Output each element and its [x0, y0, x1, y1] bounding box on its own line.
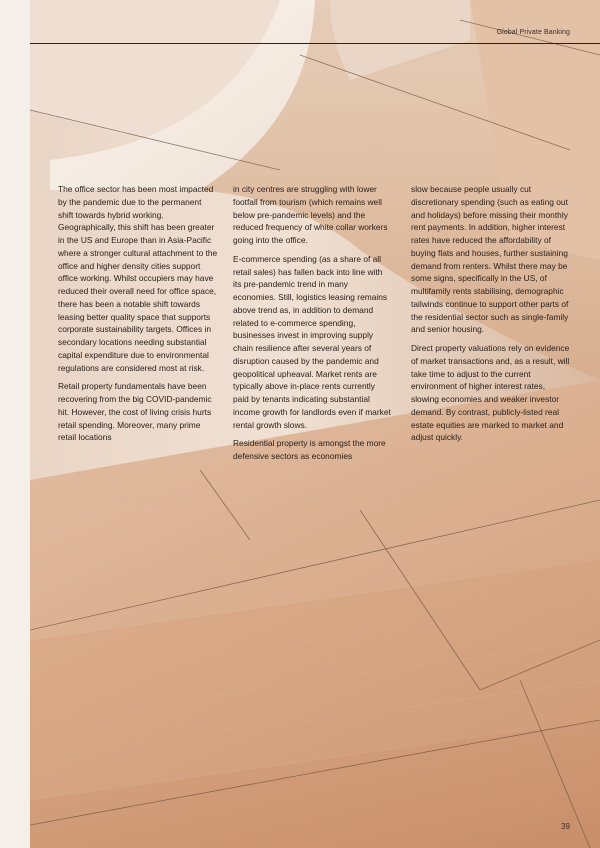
paragraph-city-centres: in city centres are struggling with lower footfall from tourism (which remains well below pre-pandemic levels) and the reduced frequency of white collar workers going into the office.	[233, 184, 388, 245]
paragraph-valuations: Direct property valuations rely on evidence of market transactions and, as a result, will take time to adjust to the current environment of higher interest rates, slowing economies and weaker investor demand. By contrast, publicly-listed real estate equities are marked to market and adjust quickly.	[411, 343, 570, 443]
page-number: 39	[561, 822, 570, 831]
header-title: Global Private Banking	[496, 29, 570, 36]
paragraph-rent-payments: slow because people usually cut discretionary spending (such as eating out and holidays) before missing their monthly rent payments. In addition, higher interest rates have reduced the affordability of buying flats and houses, further sustaining demand from renters. Whilst there may be some signs, specifically in the US, of multifamily rents stabilising, demographic tailwinds continue to support other parts of the residential sector such as single-family and senior housing.	[411, 184, 569, 335]
paragraph-office-sector: The office sector has been most impacted by the pandemic due to the permanent shift towards hybrid working. Geographically, this shift has been greater in the US and Europe than in Asia-Pacific where a stronger cultural attachment to the office and higher density cities support office working. Whilst occupiers may have reduced their overall need for office space, there has been a notable shift towards leasing better quality space that supports corporate sustainability targets. Offices in secondary locations needing substantial capital expenditure due to environmental regulations are considered most at risk.	[58, 184, 218, 373]
page-margin	[0, 0, 30, 848]
header-divider	[30, 43, 600, 44]
paragraph-residential: Residential property is amongst the more defensive sectors as economies	[233, 438, 386, 461]
paragraph-e-commerce: E-commerce spending (as a share of all retail sales) has fallen back into line with its pre-pandemic trend in many economies. Still, logistics leasing remains above trend as, in addition to demand related to e-commerce spending, businesses invest in improving supply chain resilience after several years of disruption caused by the pandemic and geopolitical upheaval. Market rents are typically above in-place rents currently paid by tenants indicating substantial income growth for landlords even if market rental growth slows.	[233, 253, 391, 430]
text-column-3	[411, 183, 571, 450]
text-column-1	[58, 183, 218, 450]
paragraph-retail-property: Retail property fundamentals have been recovering from the big COVID-pandemic hit. However, the cost of living crisis hurts retail spending. Moreover, many prime retail locations	[58, 381, 212, 443]
text-column-2	[233, 183, 393, 469]
